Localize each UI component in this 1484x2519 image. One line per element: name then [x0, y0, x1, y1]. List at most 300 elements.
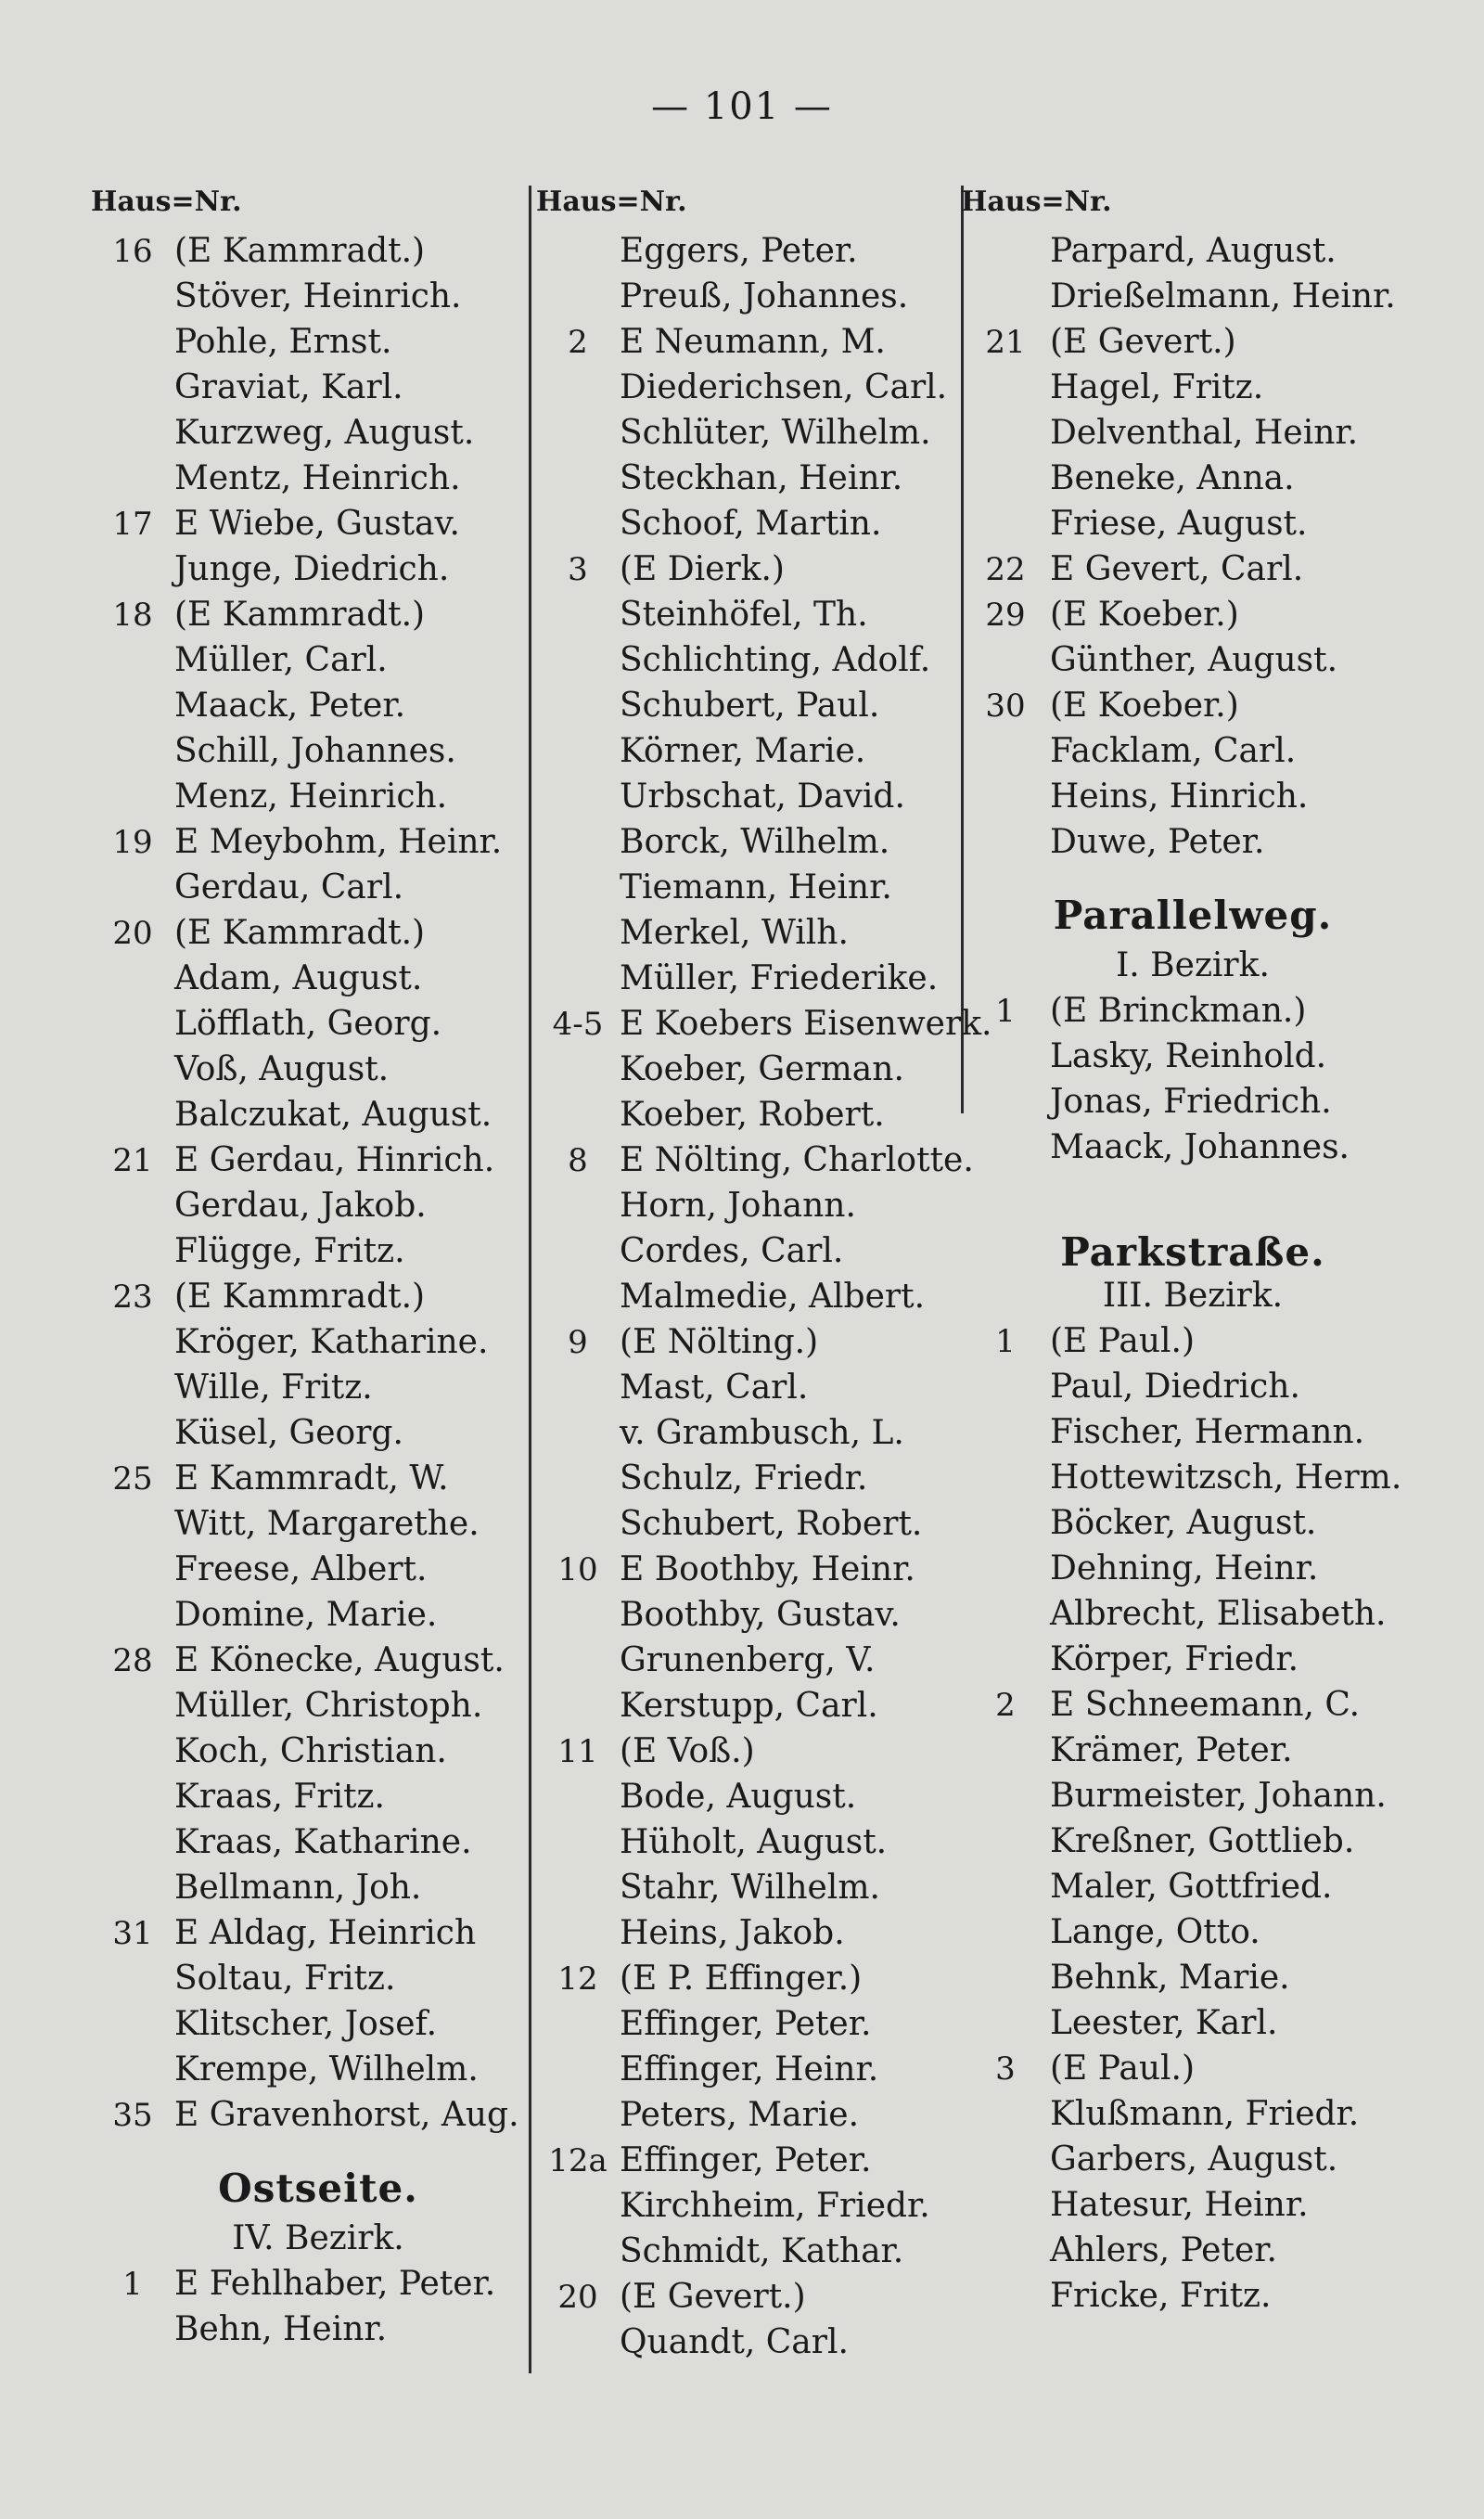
resident-name: Flügge, Fritz. — [174, 1232, 405, 1270]
resident-name: Duwe, Peter. — [1050, 823, 1265, 861]
resident-name: Küsel, Georg. — [174, 1414, 403, 1452]
resident-name: Körner, Marie. — [620, 732, 866, 770]
resident-name: Leester, Karl. — [1050, 2004, 1278, 2042]
directory-entry — [961, 1819, 1425, 1864]
house-number: 4-5 — [552, 1006, 604, 1043]
directory-entry — [536, 1137, 972, 1183]
resident-name: E Gevert, Carl. — [1050, 550, 1304, 588]
directory-entry — [536, 1956, 972, 2001]
directory-entry — [91, 1183, 545, 1228]
entry-list — [91, 2261, 545, 2352]
directory-entry — [536, 1274, 972, 1319]
directory-entry — [91, 1865, 545, 1910]
directory-entry — [961, 501, 1425, 546]
house-number: 30 — [985, 688, 1026, 725]
resident-name: Kraas, Katharine. — [174, 1823, 472, 1861]
resident-name: Körper, Friedr. — [1050, 1640, 1299, 1678]
directory-entry — [961, 1318, 1425, 1364]
directory-entry — [961, 1455, 1425, 1500]
resident-name: Behnk, Marie. — [1050, 1959, 1290, 1997]
house-number: 9 — [568, 1324, 588, 1361]
resident-name: Effinger, Peter. — [620, 2141, 872, 2179]
directory-entry — [91, 365, 545, 410]
resident-name: Behn, Heinr. — [174, 2310, 388, 2348]
resident-name: (E Koeber.) — [1050, 687, 1239, 725]
street-heading: Parkstraße. — [1060, 1229, 1325, 1275]
resident-name: E Meybohm, Heinr. — [174, 823, 503, 861]
directory-entry — [91, 319, 545, 365]
resident-name: Domine, Marie. — [174, 1596, 438, 1634]
directory-entry — [91, 1910, 545, 1956]
resident-name: Schlichting, Adolf. — [620, 641, 931, 679]
house-number: 21 — [112, 1142, 153, 1179]
resident-name: Quandt, Carl. — [620, 2323, 849, 2361]
entry-list — [91, 228, 545, 2138]
directory-entry — [91, 910, 545, 956]
directory-entry — [961, 1773, 1425, 1819]
resident-name: Garbers, August. — [1050, 2140, 1338, 2178]
resident-name: E Boothby, Heinr. — [620, 1550, 915, 1588]
resident-name: Stahr, Wilhelm. — [620, 1869, 880, 1907]
resident-name: Schlüter, Wilhelm. — [620, 414, 931, 452]
resident-name: Schoof, Martin. — [620, 505, 882, 543]
resident-name: Tiemann, Heinr. — [620, 868, 892, 906]
directory-entry — [536, 956, 972, 1001]
house-number: 20 — [557, 2279, 598, 2316]
resident-name: Parpard, August. — [1050, 232, 1337, 270]
resident-name: Dehning, Heinr. — [1050, 1549, 1319, 1587]
directory-entry — [961, 1125, 1425, 1170]
resident-name: Junge, Diedrich. — [174, 550, 450, 588]
resident-name: (E Gevert.) — [1050, 323, 1236, 361]
resident-name: Kröger, Katharine. — [174, 1323, 489, 1361]
house-number: 1 — [995, 993, 1016, 1030]
directory-entry — [536, 1910, 972, 1956]
directory-entry — [536, 1501, 972, 1547]
house-number: 19 — [112, 824, 153, 861]
resident-name: Merkel, Wilh. — [620, 914, 849, 952]
directory-entry — [961, 2228, 1425, 2273]
house-number: 22 — [985, 551, 1026, 588]
house-number: 35 — [112, 2097, 153, 2134]
directory-entry — [536, 637, 972, 683]
directory-entry — [961, 988, 1425, 1034]
resident-name: (E Kammradt.) — [174, 232, 426, 270]
resident-name: Menz, Heinrich. — [174, 778, 448, 816]
entry-list — [961, 228, 1425, 865]
house-number: 2 — [995, 1687, 1016, 1724]
directory-entry — [536, 1365, 972, 1410]
directory-entry — [536, 456, 972, 501]
directory-entry — [91, 1956, 545, 2001]
resident-name: Witt, Margarethe. — [174, 1505, 480, 1543]
directory-entry — [536, 728, 972, 774]
street-heading: Ostseite. — [218, 2166, 418, 2211]
directory-entry — [91, 1592, 545, 1638]
directory-entry — [91, 1047, 545, 1092]
resident-name: Schubert, Robert. — [620, 1505, 923, 1543]
directory-entry — [961, 1079, 1425, 1125]
resident-name: v. Grambusch, L. — [620, 1414, 904, 1452]
directory-entry — [536, 1410, 972, 1456]
column-header: Haus=Nr. — [91, 186, 242, 218]
directory-entry — [961, 1546, 1425, 1591]
column-header: Haus=Nr. — [961, 186, 1112, 218]
directory-entry — [91, 1228, 545, 1274]
directory-entry — [91, 410, 545, 456]
resident-name: Heins, Hinrich. — [1050, 778, 1309, 816]
resident-name: E Gerdau, Hinrich. — [174, 1141, 495, 1179]
directory-entry — [91, 546, 545, 592]
resident-name: Fischer, Hermann. — [1050, 1413, 1365, 1451]
house-number: 12a — [548, 2142, 608, 2179]
directory-entry — [536, 1592, 972, 1638]
resident-name: Friese, August. — [1050, 505, 1308, 543]
directory-entry — [91, 1092, 545, 1137]
resident-name: Kirchheim, Friedr. — [620, 2187, 930, 2225]
directory-entry — [961, 456, 1425, 501]
directory-entry — [536, 2320, 972, 2365]
entry-list — [961, 1318, 1425, 2319]
directory-entry — [536, 1001, 992, 1047]
resident-name: (E Paul.) — [1050, 2050, 1196, 2088]
house-number: 28 — [112, 1642, 153, 1679]
resident-name: Müller, Friederike. — [620, 959, 939, 997]
directory-entry — [536, 1547, 972, 1592]
directory-entry — [91, 1365, 545, 1410]
directory-entry — [536, 1228, 972, 1274]
resident-name: Müller, Christoph. — [174, 1687, 483, 1725]
directory-entry — [91, 1683, 545, 1729]
directory-entry — [91, 728, 545, 774]
directory-entry — [961, 1409, 1425, 1455]
column-3 — [961, 182, 1425, 2319]
resident-name: E Könecke, August. — [174, 1641, 505, 1679]
directory-entry — [961, 2091, 1425, 2137]
resident-name: Schmidt, Kathar. — [620, 2232, 904, 2270]
directory-entry — [961, 1955, 1425, 2000]
house-number: 23 — [112, 1279, 153, 1316]
directory-entry — [961, 546, 1425, 592]
resident-name: Effinger, Heinr. — [620, 2050, 879, 2088]
resident-name: Kreßner, Gottlieb. — [1050, 1822, 1355, 1860]
directory-entry — [961, 1909, 1425, 1955]
resident-name: Hatesur, Heinr. — [1050, 2186, 1309, 2224]
directory-entry — [536, 410, 972, 456]
resident-name: Maack, Johannes. — [1050, 1128, 1350, 1166]
resident-name: E Nölting, Charlotte. — [620, 1141, 974, 1179]
resident-name: Bellmann, Joh. — [174, 1869, 422, 1907]
resident-name: (E Koeber.) — [1050, 596, 1239, 634]
resident-name: Beneke, Anna. — [1050, 459, 1295, 497]
resident-name: Preuß, Johannes. — [620, 277, 909, 315]
directory-entry — [961, 683, 1425, 728]
directory-entry — [961, 1500, 1425, 1546]
directory-entry — [536, 2001, 972, 2047]
house-number: 16 — [112, 233, 153, 270]
house-number: 8 — [568, 1142, 588, 1179]
house-number: 29 — [985, 597, 1026, 634]
house-number: 20 — [112, 915, 153, 952]
resident-name: Müller, Carl. — [174, 641, 388, 679]
directory-entry — [961, 274, 1425, 319]
directory-entry — [536, 1819, 972, 1865]
resident-name: Bode, August. — [620, 1778, 857, 1816]
resident-name: Graviat, Karl. — [174, 368, 403, 406]
directory-entry — [961, 2000, 1425, 2046]
house-number: 17 — [112, 506, 153, 543]
column-header: Haus=Nr. — [536, 186, 687, 218]
resident-name: Urbschat, David. — [620, 778, 905, 816]
resident-name: Facklam, Carl. — [1050, 732, 1297, 770]
directory-entry — [536, 2274, 972, 2320]
directory-entry — [536, 1638, 972, 1683]
resident-name: Adam, August. — [174, 959, 423, 997]
house-number: 31 — [112, 1915, 153, 1952]
resident-name: Koeber, German. — [620, 1050, 904, 1088]
directory-entry — [961, 228, 1425, 274]
resident-name: Löfflath, Georg. — [174, 1005, 442, 1043]
directory-entry — [91, 1274, 545, 1319]
district-label: III. Bezirk. — [1102, 1277, 1284, 1315]
resident-name: Soltau, Fritz. — [174, 1960, 396, 1998]
resident-name: Burmeister, Johann. — [1050, 1777, 1387, 1815]
directory-entry — [91, 819, 545, 865]
directory-entry — [536, 592, 972, 637]
directory-entry — [536, 1092, 972, 1137]
directory-entry — [536, 1456, 972, 1501]
directory-entry — [536, 1319, 972, 1365]
resident-name: (E Dierk.) — [620, 550, 785, 588]
page-number: — 101 — — [651, 85, 833, 128]
resident-name: E Koebers Eisenwerk. — [620, 1005, 992, 1043]
resident-name: Hagel, Fritz. — [1050, 368, 1264, 406]
directory-entry — [91, 1729, 545, 1774]
directory-entry — [536, 683, 972, 728]
directory-entry — [961, 728, 1425, 774]
directory-entry — [536, 274, 972, 319]
directory-entry — [961, 2273, 1425, 2319]
directory-entry — [91, 1547, 545, 1592]
directory-entry — [961, 1637, 1425, 1682]
directory-entry — [961, 1864, 1425, 1909]
spacer — [961, 1170, 1425, 1215]
resident-name: Koch, Christian. — [174, 1732, 447, 1770]
resident-name: Cordes, Carl. — [620, 1232, 844, 1270]
resident-name: Voß, August. — [174, 1050, 390, 1088]
resident-name: Freese, Albert. — [174, 1550, 428, 1588]
house-number: 21 — [985, 324, 1026, 361]
directory-entry — [961, 319, 1425, 365]
district-label: I. Bezirk. — [1116, 946, 1270, 984]
directory-entry — [536, 2092, 972, 2138]
resident-name: Borck, Wilhelm. — [620, 823, 890, 861]
resident-name: Drießelmann, Heinr. — [1050, 277, 1396, 315]
directory-entry — [91, 956, 545, 1001]
resident-name: (E Kammradt.) — [174, 914, 426, 952]
resident-name: Peters, Marie. — [620, 2096, 860, 2134]
house-number: 1 — [122, 2266, 143, 2303]
resident-name: Maack, Peter. — [174, 687, 406, 725]
resident-name: Paul, Diedrich. — [1050, 1368, 1300, 1406]
directory-entry — [536, 774, 972, 819]
resident-name: Eggers, Peter. — [620, 232, 858, 270]
directory-entry — [91, 1319, 545, 1365]
resident-name: (E Voß.) — [620, 1732, 755, 1770]
resident-name: Wille, Fritz. — [174, 1369, 373, 1407]
resident-name: Jonas, Friedrich. — [1050, 1083, 1332, 1121]
resident-name: Schulz, Friedr. — [620, 1459, 868, 1497]
directory-entry — [961, 1682, 1425, 1728]
directory-entry — [91, 865, 545, 910]
resident-name: E Gravenhorst, Aug. — [174, 2096, 519, 2134]
directory-entry — [961, 2046, 1425, 2091]
column-2 — [536, 182, 992, 2365]
resident-name: Delventhal, Heinr. — [1050, 414, 1359, 452]
resident-name: E Aldag, Heinrich — [174, 1914, 477, 1952]
resident-name: Krempe, Wilhelm. — [174, 2050, 479, 2088]
resident-name: Lasky, Reinhold. — [1050, 1037, 1327, 1075]
directory-entry — [91, 1774, 545, 1819]
resident-name: Grunenberg, V. — [620, 1641, 876, 1679]
resident-name: Mast, Carl. — [620, 1369, 809, 1407]
directory-entry — [961, 637, 1425, 683]
directory-entry — [961, 2137, 1425, 2182]
directory-entry — [91, 1638, 545, 1683]
column-1 — [91, 182, 545, 2352]
resident-name: Krämer, Peter. — [1050, 1731, 1293, 1769]
resident-name: Fricke, Fritz. — [1050, 2277, 1272, 2315]
directory-entry — [536, 2229, 972, 2274]
resident-name: (E Nölting.) — [620, 1323, 819, 1361]
directory-entry — [536, 1047, 972, 1092]
directory-entry — [91, 274, 545, 319]
resident-name: Steckhan, Heinr. — [620, 459, 903, 497]
directory-entry — [536, 1183, 972, 1228]
resident-name: (E Gevert.) — [620, 2278, 806, 2316]
directory-entry — [961, 592, 1425, 637]
directory-entry — [536, 546, 972, 592]
directory-entry — [91, 456, 545, 501]
directory-entry — [91, 2047, 545, 2092]
house-number: 11 — [557, 1733, 598, 1770]
directory-entry — [536, 319, 972, 365]
house-number: 12 — [557, 1960, 598, 1998]
house-number: 18 — [112, 597, 153, 634]
resident-name: Koeber, Robert. — [620, 1096, 885, 1134]
directory-entry — [961, 1034, 1425, 1079]
resident-name: Steinhöfel, Th. — [620, 596, 868, 634]
resident-name: E Kammradt, W. — [174, 1459, 449, 1497]
directory-entry — [91, 1456, 545, 1501]
resident-name: Mentz, Heinrich. — [174, 459, 461, 497]
resident-name: Böcker, August. — [1050, 1504, 1317, 1542]
directory-entry — [536, 2047, 972, 2092]
resident-name: Heins, Jakob. — [620, 1914, 845, 1952]
resident-name: Hüholt, August. — [620, 1823, 888, 1861]
directory-entry — [536, 501, 972, 546]
directory-entry — [91, 592, 545, 637]
directory-entry — [961, 774, 1425, 819]
resident-name: Günther, August. — [1050, 641, 1338, 679]
house-number: 3 — [568, 551, 588, 588]
entry-list — [536, 228, 992, 2365]
resident-name: Kerstupp, Carl. — [620, 1687, 878, 1725]
street-heading: Parallelweg. — [1053, 893, 1333, 938]
resident-name: Gerdau, Jakob. — [174, 1187, 427, 1225]
resident-name: Horn, Johann. — [620, 1187, 856, 1225]
directory-entry — [961, 819, 1425, 865]
resident-name: Albrecht, Elisabeth. — [1050, 1595, 1387, 1633]
directory-entry — [536, 1683, 972, 1729]
directory-entry — [91, 228, 545, 274]
directory-entry — [961, 1591, 1425, 1637]
resident-name: Stöver, Heinrich. — [174, 277, 462, 315]
resident-name: Klußmann, Friedr. — [1050, 2095, 1360, 2133]
directory-entry — [536, 910, 972, 956]
resident-name: Lange, Otto. — [1050, 1913, 1260, 1951]
resident-name: Pohle, Ernst. — [174, 323, 392, 361]
resident-name: Maler, Gottfried. — [1050, 1868, 1333, 1906]
resident-name: (E Brinckman.) — [1050, 992, 1307, 1030]
directory-entry — [91, 1137, 545, 1183]
directory-entry — [961, 1728, 1425, 1773]
resident-name: Gerdau, Carl. — [174, 868, 404, 906]
directory-entry — [91, 2261, 545, 2307]
resident-name: Ahlers, Peter. — [1050, 2231, 1277, 2269]
directory-entry — [91, 1410, 545, 1456]
directory-entry — [536, 228, 972, 274]
directory-entry — [91, 2307, 545, 2352]
resident-name: Kurzweg, August. — [174, 414, 475, 452]
directory-entry — [91, 683, 545, 728]
directory-entry — [536, 1865, 972, 1910]
resident-name: (E P. Effinger.) — [620, 1960, 863, 1998]
resident-name: Boothby, Gustav. — [620, 1596, 901, 1634]
resident-name: E Wiebe, Gustav. — [174, 505, 461, 543]
resident-name: Hottewitzsch, Herm. — [1050, 1459, 1402, 1497]
house-number: 25 — [112, 1460, 153, 1497]
directory-entry — [91, 774, 545, 819]
resident-name: (E Paul.) — [1050, 1322, 1196, 1360]
directory-entry — [961, 1364, 1425, 1409]
directory-entry — [536, 365, 972, 410]
house-number: 3 — [995, 2050, 1016, 2088]
resident-name: (E Kammradt.) — [174, 596, 426, 634]
entry-list — [961, 988, 1425, 1170]
resident-name: Schill, Johannes. — [174, 732, 456, 770]
resident-name: E Fehlhaber, Peter. — [174, 2265, 496, 2303]
house-number: 10 — [557, 1551, 598, 1588]
directory-entry — [536, 1729, 972, 1774]
resident-name: Schubert, Paul. — [620, 687, 880, 725]
resident-name: E Neumann, M. — [620, 323, 886, 361]
house-number: 1 — [995, 1323, 1016, 1360]
resident-name: Klitscher, Josef. — [174, 2005, 438, 2043]
directory-entry — [961, 365, 1425, 410]
resident-name: E Schneemann, C. — [1050, 1686, 1361, 1724]
directory-entry — [91, 2001, 545, 2047]
directory-entry — [91, 1501, 545, 1547]
directory-entry — [961, 410, 1425, 456]
directory-entry — [91, 2092, 545, 2138]
house-number: 2 — [568, 324, 588, 361]
directory-entry — [91, 637, 545, 683]
district-label: IV. Bezirk. — [232, 2219, 404, 2257]
directory-entry — [536, 865, 972, 910]
resident-name: Malmedie, Albert. — [620, 1278, 926, 1316]
directory-entry — [91, 1001, 545, 1047]
